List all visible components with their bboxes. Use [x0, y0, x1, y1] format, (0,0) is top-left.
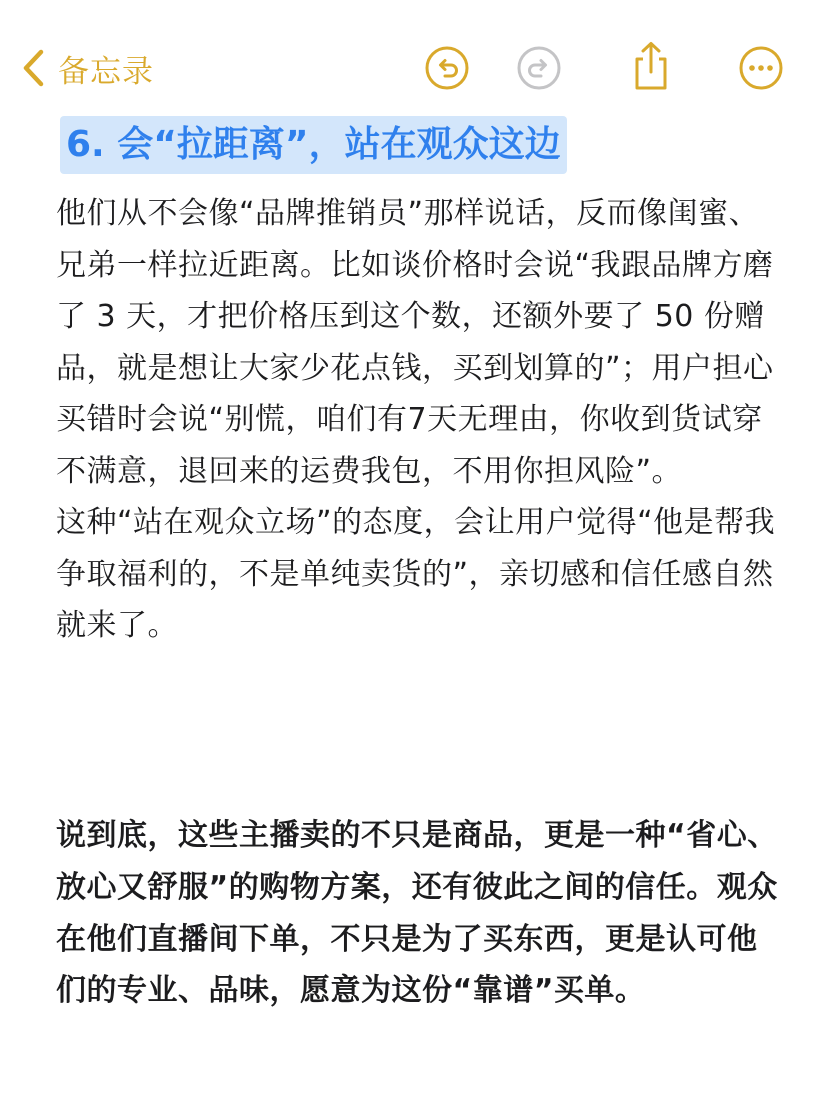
share-button[interactable] [628, 40, 674, 92]
undo-button[interactable] [424, 45, 470, 91]
back-label: 备忘录 [58, 53, 154, 90]
section-heading: 6. 会“拉距离”，站在观众这边 [60, 116, 567, 174]
body-paragraph: 这种“站在观众立场”的态度，会让用户觉得“他是帮我争取福利的，不是单纯卖货的”，亲切感和信任感自然就来了。 [56, 505, 776, 643]
conclusion-paragraph: 说到底，这些主播卖的不只是商品，更是一种“省心、放心又舒服”的购物方案，还有彼此之间的信任。观众在他们直播间下单，不只是为了买东西，更是认可他们的专业、品味，愿意为这份“靠谱”买单。 [56, 818, 778, 1009]
body-paragraph: 他们从不会像“品牌推销员”那样说话，反而像闺蜜、兄弟一样拉近距离。比如谈价格时会说“我跟品牌方磨了 3 天，才把价格压到这个数，还额外要了 50 份赠品，就是想让大家少花点钱，买到划算的”；用户担心买错时会说“别慌，咱们有7天无理由，你收到货试穿不满意，退回来的运费我包，不用你担风险”。 [56, 196, 774, 489]
redo-button[interactable] [516, 45, 562, 91]
back-button[interactable] [22, 46, 154, 90]
more-icon [738, 45, 784, 91]
chevron-left-icon [22, 49, 44, 87]
navigation-bar [0, 0, 828, 130]
share-icon [628, 40, 674, 92]
more-button[interactable] [738, 45, 784, 91]
undo-icon [424, 45, 470, 91]
redo-icon [516, 45, 562, 91]
note-body[interactable] [56, 116, 786, 652]
